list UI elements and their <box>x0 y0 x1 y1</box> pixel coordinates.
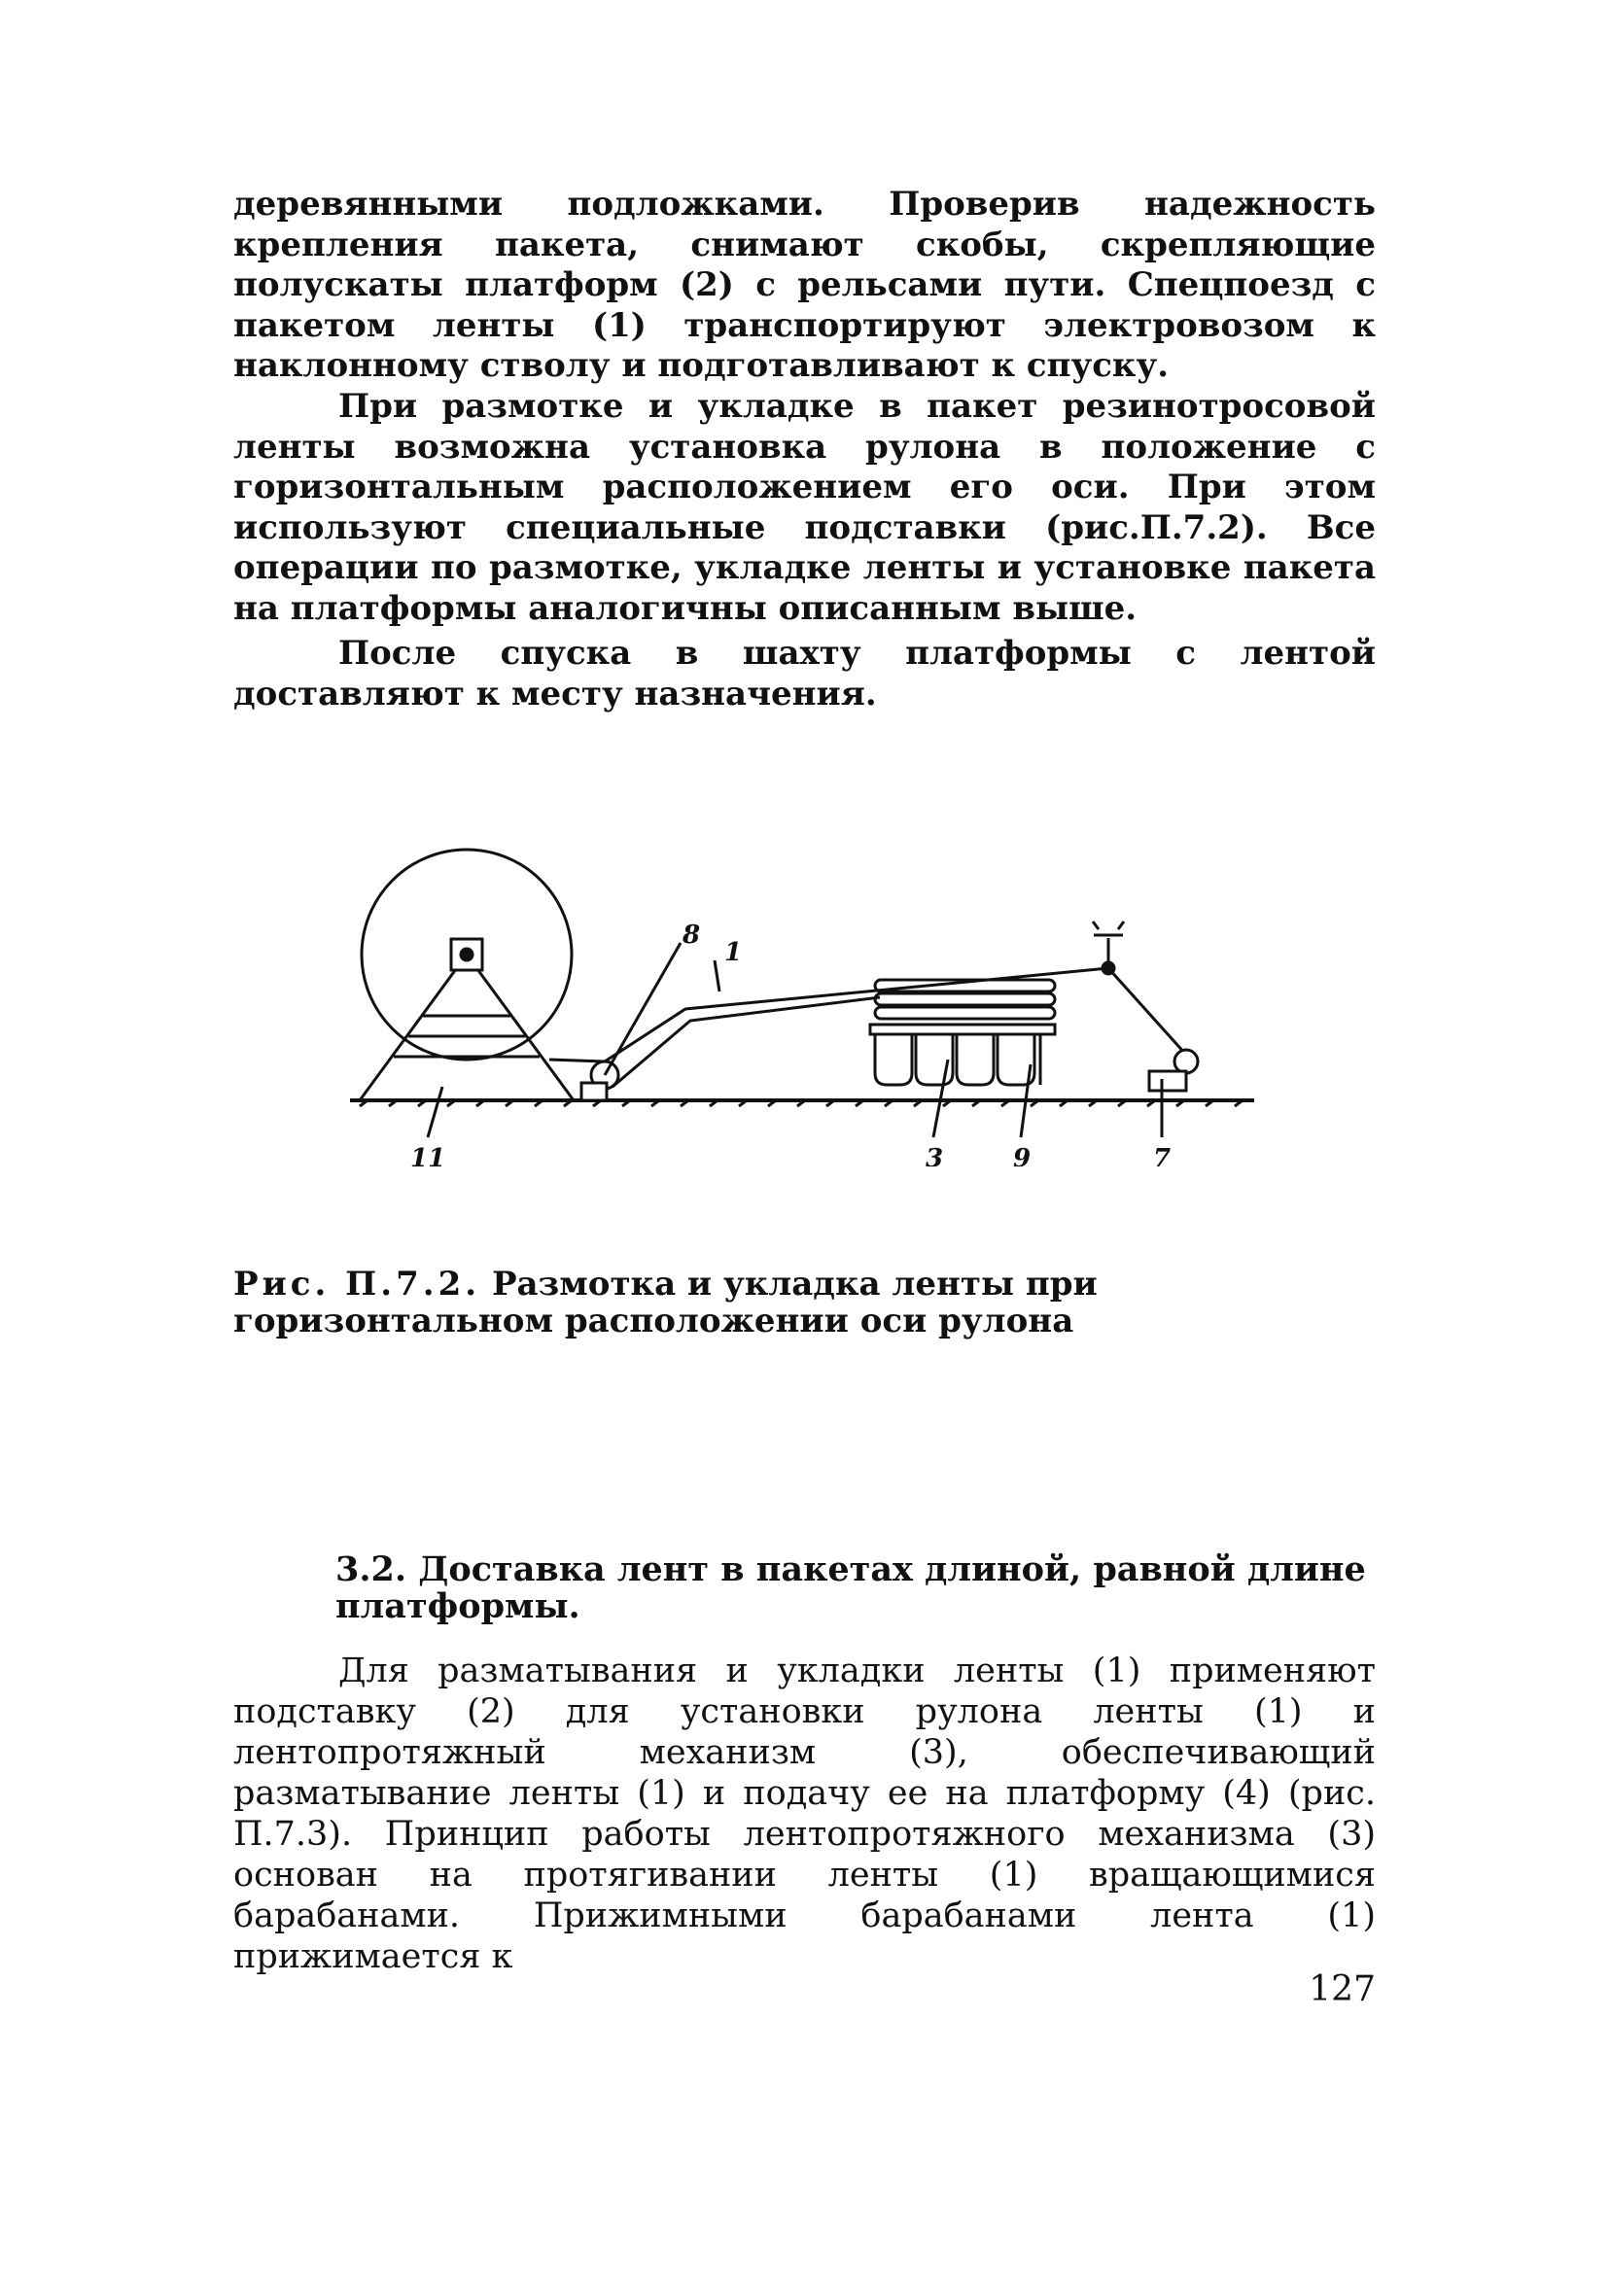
winch-base <box>1149 1071 1186 1091</box>
paragraph-4-text: Для разматывания и укладки ленты (1) применяют подставку (2) для установки рулона ленты (1) и лентопротяжный механизм (3), обеспечивающий разматывание ленты (1) и подачу ее на платформу (4) (рис. П.7.3). Принцип работы лентопротяжного механизма (3) основан на протягивании ленты (1) вращающимися барабанами. Прижимными барабанами лента (1) прижимается к <box>233 1652 1376 1976</box>
label-8: 8 <box>683 921 701 950</box>
label-3: 3 <box>926 1144 944 1166</box>
diagram-lines <box>350 850 1254 1137</box>
leader-11 <box>428 1087 442 1137</box>
page-number: 127 <box>1309 1969 1376 2009</box>
lever-8 <box>605 943 681 1075</box>
paragraph-1-text: деревянными подложками. Проверив надежность крепления пакета, снимают скобы, скрепляющие полускаты платформ (2) с рельсами пути. Спецпоезд с пакетом ленты (1) транспортируют электровозом к наклонному стволу и подготавливают к спуску. <box>233 185 1376 385</box>
label-9: 9 <box>1013 1144 1032 1166</box>
figure-caption <box>233 1266 1376 1339</box>
paragraph-2 <box>233 387 1376 629</box>
paragraph-3-text: После спуска в шахту платформы с лентой доставляют к месту назначения. <box>233 634 1376 713</box>
leader-1 <box>715 960 719 991</box>
paragraph-3 <box>233 634 1376 714</box>
caption-text: Размотка и укладка ленты при горизонтальном расположении оси рулона <box>233 1265 1098 1340</box>
label-1: 1 <box>724 938 743 967</box>
paragraph-1 <box>233 185 1376 387</box>
winch-drum <box>1174 1050 1198 1073</box>
label-11: 11 <box>410 1144 446 1166</box>
caption-label: Рис. П.7.2. <box>233 1265 481 1304</box>
belt-from-reel <box>549 1060 605 1061</box>
top-sheave <box>1093 922 1124 935</box>
section-heading: 3.2. Доставка лент в пакетах длиной, равной длине платформы. <box>335 1549 1366 1626</box>
label-7: 7 <box>1153 1144 1172 1166</box>
platforms <box>870 1025 1055 1034</box>
paragraph-4 <box>233 1651 1376 1977</box>
paragraph-2-text: При размотке и укладке в пакет резинотросовой ленты возможна установка рулона в положение с горизонтальным расположением его оси. При этом используют специальные подставки (рис.П.7.2). Все операции по размотке, укладке ленты и установке пакета на платформы аналогичны описанным выше. <box>233 387 1376 628</box>
winch-rope <box>1108 968 1186 1055</box>
figure-belt-unwinding-diagram <box>350 846 1274 1166</box>
belt-to-sheave <box>605 968 1108 1061</box>
